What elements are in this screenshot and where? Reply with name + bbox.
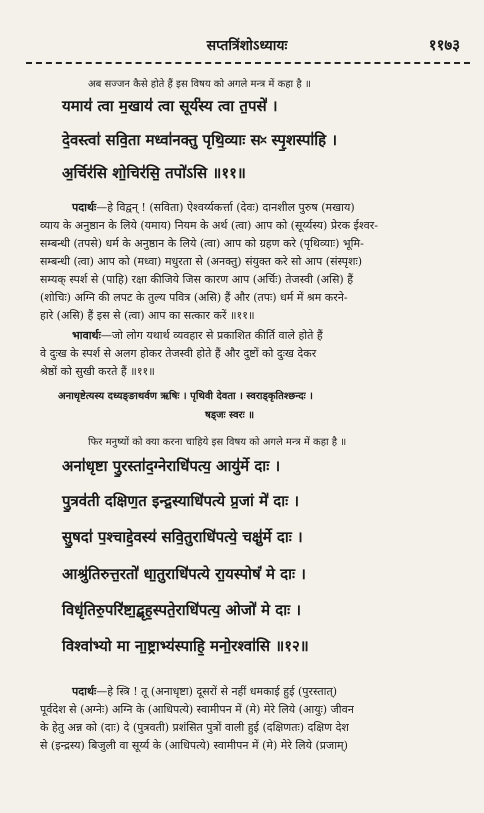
padartha2-line2: पूर्वदेश से (अग्नेः) अग्नि के (आधिपत्ये) स्वामीपन में (मे) मेरे लिये (आयुः) जीवन [40, 703, 354, 716]
bhavartha1-line1 [72, 328, 323, 343]
padartha1-line1 [72, 200, 355, 215]
padartha-text: —हे स्त्रि ! तू (अनाधृष्टा) दूसरों से नहीं धमकाई हुई (पुरस्तात्) [96, 685, 338, 698]
mantra2-line5: विधृ॑तिरु॒परि॑ष्टा॒द्बृह॒स्पते॒राधि॑पत्य॒ ओजो॑ मे दाः । [62, 601, 302, 619]
bhavartha-label: भावार्थः [72, 329, 101, 342]
chapter-title: सप्तत्रिंशोऽध्यायः [206, 38, 288, 54]
rishi-line: अनाधृष्टेत्यस्य दध्यङ्ङाथर्वण ऋषिः । पृथिवी देवता । स्वराड्कृतिश्छन्दः । [58, 391, 313, 402]
header-rule [26, 62, 470, 64]
padartha1-line7: हारे (असि) हैं इस से (त्वा) आप का सत्कार करें ॥११॥ [40, 309, 255, 322]
section2-intro: फिर मनुष्यों को क्या करना चाहिये इस विषय को अगले मन्त्र में कहा है ॥ [88, 437, 347, 448]
mantra2-line3: सु॒षदा॑ प॒श्चाद्दे॒वस्य॑ सवि॒तुराधि॑पत्ये॒ चक्षु॑र्मे दाः । [62, 528, 303, 546]
padartha1-line4: सम्बन्धी (त्वा) आप को (मध्वा) मधुरता से (अनक्तु) संयुक्त करे सो आप (संस्पृशः) [40, 255, 363, 268]
mantra2-line2: पु॒त्रव॑ती दक्षिण॒त इन्द्र॒स्याधि॑पत्ये प्र॒जां मे॑ दाः । [62, 492, 300, 510]
page-header [28, 34, 466, 58]
padartha2-line1 [72, 684, 337, 699]
padartha-text: —हे विद्वन् ! (सविता) ऐश्वर्य्यकर्त्ता (देवः) दानशील पुरुष (मखाय) [96, 201, 355, 214]
bhavartha1-line3: श्रेष्ठों को सुखी करते हैं ॥११॥ [40, 365, 155, 378]
page-number: ११७३ [428, 36, 460, 54]
padartha1-line2: व्याय के अनुष्ठान के लिये (यमाय) नियम के अर्थ (त्वा) आप को (सूर्य्यस्य) प्रेरक ईश्वर- [40, 219, 378, 232]
padartha-label: पदार्थः [72, 201, 97, 214]
mantra2-line6: विश्वा॑भ्यो मा ना॒ष्ट्राभ्य॑स्पाहि॒ मनो॒रश्वा॑सि ॥१२॥ [62, 637, 309, 655]
padartha2-line4: से (इन्द्रस्य) बिजुली वा सूर्य्य के (आधिपत्ये) स्वामीपन में (मे) मेरे लिये (प्रजाम्) [40, 739, 348, 752]
bhavartha1-line2: वे दुःख के स्पर्श से अलग होकर तेजस्वी होते हैं और दुष्टों को दुःख देकर [40, 347, 317, 360]
padartha1-line5: सम्यक् स्पर्श से (पाहि) रक्षा कीजिये जिस कारण आप (अर्चिः) तेजस्वी (असि) हैं [40, 273, 354, 286]
svara-line: षड्जः स्वरः ॥ [205, 410, 255, 421]
mantra2-line4: आश्रु॑तिरुत्त॒रतो॑ धा॒तुराधि॑पत्ये रा॒यस्पोषं॑ मे दाः । [62, 565, 306, 583]
bhavartha-text: —जो लोग यथार्थ व्यवहार से प्रकाशित कीर्ति वाले होते हैं [100, 329, 323, 342]
mantra1-line3: अ॒र्चिर॑सि शो॒चिर॑सि॒ तपो॑ऽसि ॥११॥ [62, 164, 246, 182]
padartha1-line3: सम्बन्धी (तपसे) धर्म के अनुष्ठान के लिये (त्वा) आप को ग्रहण करे (पृथिव्याः) भूमि- [40, 237, 364, 250]
mantra1-line1: यमाय॑ त्वा म॒खाय॑ त्वा सूर्य॑स्य त्वा त॒पसे॑ । [62, 97, 278, 115]
mantra2-line1: अना॑धृष्टा पु॒रस्ता॑द॒ग्नेराधि॑पत्य॒ आयु॑र्मे दाः । [62, 457, 281, 475]
padartha2-line3: के हेतु अन्न को (दाः) दे (पुत्रवती) प्रशंसित पुत्रों वाली हुई (दक्षिणतः) दक्षिण देश [40, 721, 349, 734]
padartha1-line6: (शोचिः) अग्नि की लपट के तुल्य पवित्र (असि) हैं और (तपः) धर्म में श्रम करने- [40, 291, 348, 304]
padartha-label: पदार्थः [72, 685, 97, 698]
section1-intro: अब सज्जन कैसे होते हैं इस विषय को अगले मन्त्र में कहा है ॥ [88, 79, 311, 90]
mantra1-line2: दे॒वस्त्वा॑ सवि॒ता मध्वा॑नक्तु पृथि॒व्याः सᳲ स्पृ॒शस्पा॑हि । [62, 131, 338, 149]
